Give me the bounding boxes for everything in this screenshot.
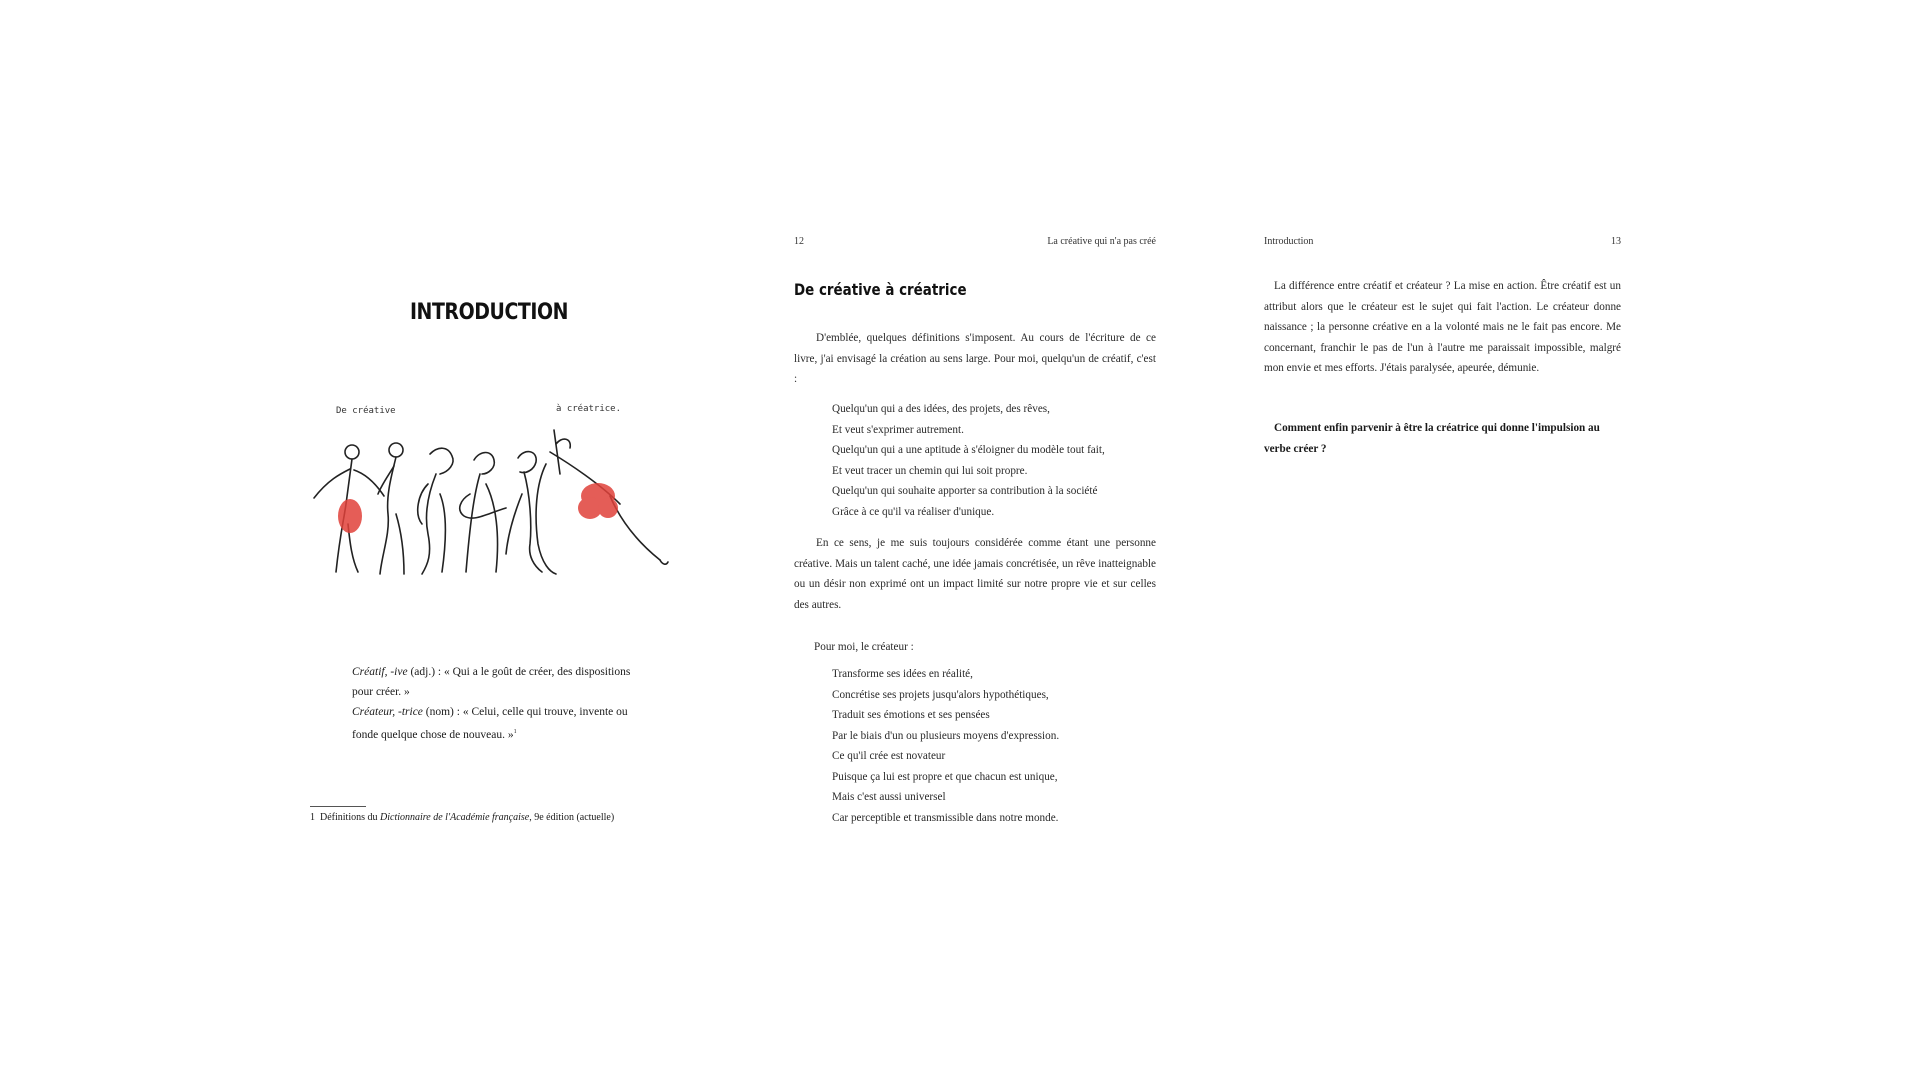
page-number: 12 — [794, 236, 804, 247]
dancer-1-arm — [314, 469, 350, 498]
creative-list — [832, 399, 1105, 522]
left-page — [310, 0, 710, 1080]
list-item: Transforme ses idées en réalité, — [832, 668, 973, 680]
list-item: Et veut tracer un chemin qui lui soit propre. — [832, 464, 1028, 477]
list-item: Quelqu'un qui a une aptitude à s'éloigner du modèle tout fait, — [832, 444, 1105, 456]
right-page — [1264, 0, 1621, 1080]
list-item: Mais c'est aussi universel — [832, 791, 946, 803]
definitions — [352, 662, 652, 745]
dancer-4-body — [466, 474, 480, 572]
dancer-5-head — [518, 452, 536, 473]
page-number: 13 — [1611, 236, 1621, 247]
footnote-suffix: , 9e édition (actuelle) — [529, 812, 615, 823]
dancer-6-foot — [660, 560, 668, 564]
dancer-3-head — [430, 448, 453, 474]
section-title: De créative à créatrice — [794, 280, 967, 299]
footnote-ref[interactable]: 1 — [513, 729, 517, 735]
footnote-number: 1 — [310, 812, 315, 823]
definition-text: (nom) : « Celui, celle qui trouve, invente ou fonde quelque chose de nouveau. » — [352, 706, 628, 741]
chapter-title: INTRODUCTION — [409, 300, 569, 325]
paragraph: En ce sens, je me suis toujours considérée comme étant une personne créative. Mais un talent caché, une idée jamais concrétisée, un rêve inatteignable ou un désir non exprimé ont un impact limité sur notre propre vie et sur celles des autres. — [794, 537, 1156, 611]
list-item: Traduit ses émotions et ses pensées — [832, 709, 990, 721]
running-title: La créative qui n'a pas créé — [1047, 236, 1156, 247]
dancer-2-head — [389, 443, 403, 457]
dancer-5-leg — [506, 494, 522, 554]
definition-createur — [352, 702, 652, 745]
red-skirt-left — [338, 499, 362, 533]
illustration-label-right: à créatrice. — [556, 404, 622, 414]
footnote-rule — [310, 806, 366, 807]
list-item: Car perceptible et transmissible dans notre monde. — [832, 811, 1059, 824]
paragraph: D'emblée, quelques définitions s'imposent. Au cours de l'écriture de ce livre, j'ai envisagé la création au sens large. Pour moi, quelqu'un de créatif, c'est : — [794, 332, 1156, 385]
list-item: Et veut s'exprimer autrement. — [832, 423, 964, 436]
definition-term: Créateur, -trice — [352, 706, 423, 718]
list-item: Grâce à ce qu'il va réaliser d'unique. — [832, 505, 995, 518]
footnote-source: Dictionnaire de l'Académie française — [380, 812, 530, 823]
footnote — [310, 812, 710, 823]
list-item: Quelqu'un qui a des idées, des projets, des rêves, — [832, 403, 1050, 415]
list-item: Ce qu'il crée est novateur — [832, 750, 946, 762]
footnote-prefix: Définitions du — [320, 812, 380, 823]
running-title: Introduction — [1264, 236, 1314, 247]
dancer-4-arm — [460, 494, 506, 518]
list-item: Concrétise ses projets jusqu'alors hypothétiques, — [832, 688, 1049, 701]
definition-term: Créatif, -ive — [352, 666, 408, 678]
dancer-4-leg — [486, 484, 498, 572]
paragraph: La différence entre créatif et créateur ? La mise en action. Être créatif est un attribut alors que le créateur est le sujet qui fait l'action. Le créateur donne naissance ; la personne créative en a la volonté mais ne le fait pas encore. Me concernant, franchir le pas de l'un à l'autre me paraissait impossible, malgré mon envie et mes efforts. J'étais paralysée, apeurée, démunie. — [1264, 280, 1621, 374]
middle-page — [794, 0, 1156, 1080]
red-skirt-right-3 — [598, 498, 618, 518]
list-item: Par le biais d'un ou plusieurs moyens d'expression. — [832, 729, 1060, 742]
illustration-label-left: De créative — [336, 406, 396, 416]
list-item: Quelqu'un qui souhaite apporter sa contribution à la société — [832, 485, 1098, 497]
dancers-drawing — [310, 404, 670, 586]
paragraph: Pour moi, le créateur : — [814, 641, 914, 653]
dancer-6-arm — [554, 430, 560, 474]
definition-text: (adj.) : « Qui a le goût de créer, des dispositions pour créer. » — [352, 666, 631, 698]
dancers-illustration — [310, 404, 670, 586]
list-item: Puisque ça lui est propre et que chacun est unique, — [832, 770, 1058, 783]
definition-creatif — [352, 662, 652, 702]
dancer-4-head — [474, 453, 494, 475]
dancer-2-leg — [396, 514, 404, 574]
dancer-6-head — [556, 439, 570, 448]
key-question: Comment enfin parvenir à être la créatrice qui donne l'impulsion au verbe créer ? — [1264, 422, 1600, 455]
dancer-1-head — [345, 445, 359, 459]
dancer-3-leg — [440, 494, 446, 572]
dancer-2-arm — [378, 466, 394, 494]
creator-list — [832, 664, 1059, 828]
dancer-6-leg2 — [536, 464, 556, 574]
